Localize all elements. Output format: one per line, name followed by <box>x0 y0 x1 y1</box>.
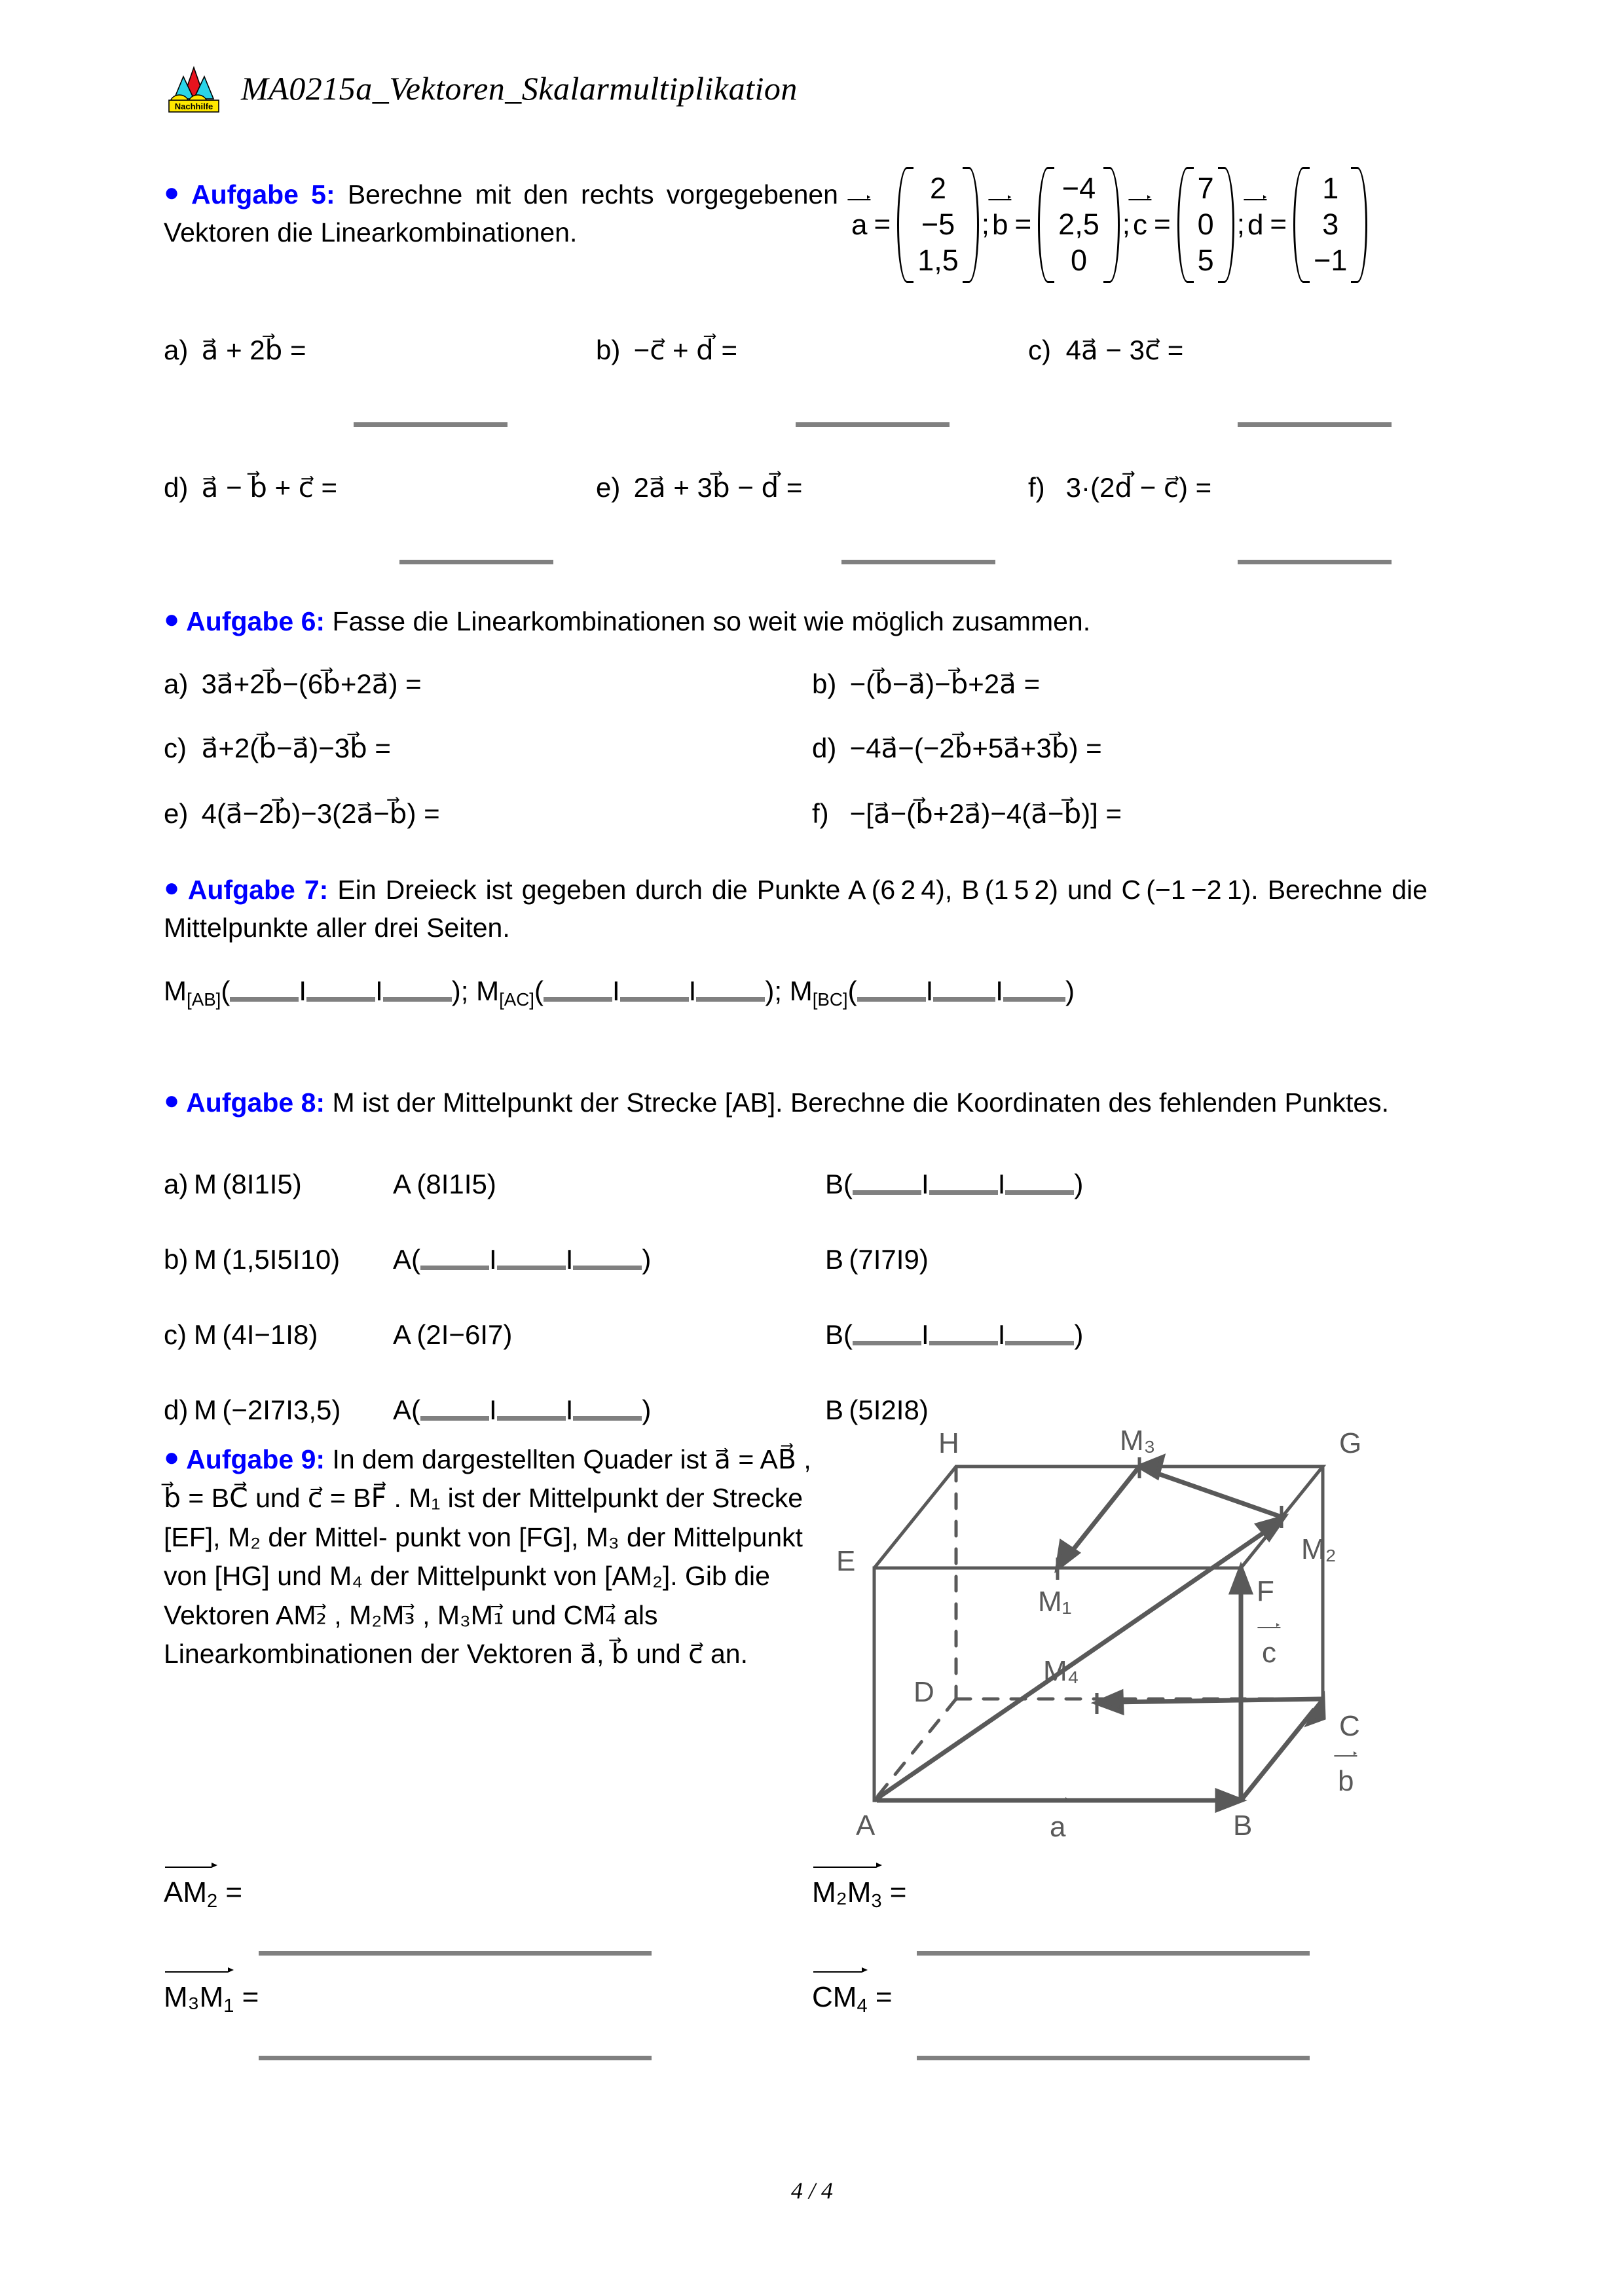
vector-d-name: d <box>1247 209 1264 242</box>
task-8-blank-d-x[interactable] <box>420 1416 489 1421</box>
task-8-blank-a-z[interactable] <box>1005 1190 1074 1195</box>
bullet-icon: ● <box>164 1086 180 1115</box>
task-5-answer-line-d[interactable] <box>399 560 553 564</box>
task-7-blank-bc-z[interactable] <box>1003 997 1065 1002</box>
task-7-text-line-2: C (−1 −2 1). Berechne die Mittelpunkte aller drei Seiten. <box>164 875 1428 943</box>
task-9-line-1: ist a⃗ = AB⃗ , b⃗ = BC⃗ und c⃗ = BF⃗ . M₁ ist der <box>164 1444 811 1514</box>
task-5-answer-line-c[interactable] <box>1238 422 1392 427</box>
task-6-expr-a: 3a⃗+2b⃗−(6b⃗+2a⃗) = <box>201 668 422 699</box>
task-6-expr-c: a⃗+2(b⃗−a⃗)−3b⃗ = <box>201 733 391 763</box>
task-5-answer-line-b[interactable] <box>796 422 950 427</box>
task-5-row-2 <box>164 471 1460 503</box>
task-8-pointA-a: A (8I1I5) <box>393 1169 496 1199</box>
vertex-label-F: F <box>1257 1575 1274 1607</box>
task-5-statement <box>164 175 838 251</box>
vector-c-name: c <box>1132 209 1147 242</box>
figure-vector-label-a: a <box>1050 1811 1066 1843</box>
vertex-label-G: G <box>1339 1427 1362 1459</box>
task-6-row-1 <box>164 668 1460 700</box>
task-5-item-e: e) 2a⃗ + 3b⃗ − d⃗ = <box>596 472 803 503</box>
task-5-expr-f: 3·(2d⃗ − c⃗) = <box>1065 472 1212 503</box>
vertex-label-B: B <box>1233 1810 1253 1842</box>
vertex-label-A: A <box>856 1810 876 1842</box>
task-5-row-1 <box>164 334 1460 366</box>
task-8-m-a: M (8I1I5) <box>194 1169 302 1199</box>
task-8-row-a: a) M (8I1I5) A (8I1I5) B( I I ) <box>164 1169 1084 1199</box>
task-7-blank-ab-y[interactable] <box>306 997 375 1002</box>
task-7-label: Aufgabe 7: <box>187 875 329 905</box>
task-6-item-d: d) −4a⃗−(−2b⃗+5a⃗+3b⃗) = <box>812 733 1102 763</box>
task-8-blank-c-z[interactable] <box>1005 1341 1074 1345</box>
task-9-label: Aufgabe 9: <box>186 1444 325 1474</box>
cuboid-figure <box>822 1414 1450 1846</box>
page-footer: 4 / 4 <box>790 2178 833 2204</box>
task-5-item-c: c) 4a⃗ − 3c⃗ = <box>1028 335 1184 365</box>
task-5-label: Aufgabe 5: <box>191 179 335 210</box>
task-8-blank-d-z[interactable] <box>573 1416 642 1421</box>
task-8-blank-b-z[interactable] <box>573 1266 642 1270</box>
task-6-item-a: a) 3a⃗+2b⃗−(6b⃗+2a⃗) = <box>164 668 422 699</box>
midpoint-label-M2: M₂ <box>1301 1533 1337 1565</box>
bullet-icon: ● <box>164 1443 180 1472</box>
task-7-mac: $M_{[AC]}$( I I ) <box>476 975 775 1010</box>
task-9-answer-CM4: $CM_4$ = <box>812 1977 893 2017</box>
task-9-answer-line-CM4[interactable] <box>917 2056 1310 2060</box>
task-9-answer-AM2: $AM_2$ = <box>164 1872 242 1912</box>
task-5-text: Berechne mit den rechts vorgegebenen Vektoren die Linearkombinationen. <box>164 179 838 248</box>
task-6-row-2 <box>164 732 1460 764</box>
task-7-mab: $M_{[AB]}$( I I ) <box>164 975 461 1010</box>
document-header <box>164 62 798 115</box>
task-5-answer-line-f[interactable] <box>1238 560 1392 564</box>
nachhilfe-logo-icon <box>164 62 224 115</box>
task-5-answer-line-e[interactable] <box>841 560 995 564</box>
task-8-pointA-c: A (2I−6I7) <box>393 1319 513 1350</box>
task-8-blank-b-y[interactable] <box>497 1266 566 1270</box>
vector-b-name: b <box>991 209 1008 242</box>
task-5-item-d: d) a⃗ − b⃗ + c⃗ = <box>164 472 338 503</box>
figure-vector-label-b: b <box>1338 1765 1354 1797</box>
task-8-pointA-b: A( I I ) <box>393 1244 652 1275</box>
task-8-blank-d-y[interactable] <box>497 1416 566 1421</box>
task-9-line-6: Linearkombinationen der Vektoren a⃗, b⃗ und <box>164 1639 681 1669</box>
task-8-pointB-d: B (5I2I8) <box>825 1394 929 1425</box>
task-8-row-d: d) M (−2I7I3,5) A( I I ) B (5I2I8) <box>164 1394 929 1425</box>
vertex-label-E: E <box>836 1545 856 1577</box>
task-7-blank-ab-x[interactable] <box>230 997 299 1002</box>
task-9-statement <box>164 1440 819 1674</box>
task-7-mbc: $M_{[BC]}$( I I ) <box>789 975 1075 1010</box>
bullet-icon: ● <box>164 873 181 902</box>
vector-d-matrix: 1 3 −1 <box>1293 167 1367 283</box>
task-6-expr-f: −[a⃗−(b⃗+2a⃗)−4(a⃗−b⃗)] = <box>849 798 1122 829</box>
task-9-line-0: In dem dargestellten Quader <box>332 1444 673 1474</box>
task-8-blank-c-x[interactable] <box>853 1341 921 1345</box>
task-7-statement <box>164 871 1428 947</box>
task-9-answer-line-M3M1[interactable] <box>259 2056 652 2060</box>
bullet-icon: ● <box>164 605 180 634</box>
vertex-label-H: H <box>938 1427 959 1459</box>
task-5-answer-line-a[interactable] <box>354 422 507 427</box>
task-9-answer-line-AM2[interactable] <box>259 1951 652 1956</box>
task-8-m-c: M (4I−1I8) <box>194 1319 318 1350</box>
svg-text:Nachhilfe: Nachhilfe <box>174 101 213 111</box>
task-5-expr-a: a⃗ + 2b⃗ = <box>201 335 306 365</box>
vector-a-name: a <box>851 209 868 242</box>
vertex-label-C: C <box>1339 1710 1360 1742</box>
document-title: MA0215a_Vektoren_Skalarmultiplikation <box>241 70 798 107</box>
task-5-item-a: a) a⃗ + 2b⃗ = <box>164 335 306 365</box>
task-7-blank-bc-x[interactable] <box>857 997 926 1002</box>
midpoint-label-M1: M₁ <box>1038 1586 1072 1618</box>
task-9-line-5: Vektoren AM₂⃗ , M₂M₃⃗ , M₃M₁⃗ und CM₄⃗ als <box>164 1599 658 1630</box>
task-5-item-b: b) −c⃗ + d⃗ = <box>596 335 738 365</box>
task-6-text: Fasse die Linearkombinationen so weit wie möglich zusammen. <box>332 606 1091 636</box>
task-6-item-f: f) −[a⃗−(b⃗+2a⃗)−4(a⃗−b⃗)] = <box>812 798 1122 829</box>
task-9-line-7: c⃗ an. <box>688 1639 748 1669</box>
task-6-item-e: e) 4(a⃗−2b⃗)−3(2a⃗−b⃗) = <box>164 798 440 829</box>
task-8-pointB-a: B( I I ) <box>825 1169 1084 1199</box>
task-6-expr-e: 4(a⃗−2b⃗)−3(2a⃗−b⃗) = <box>201 798 440 829</box>
task-8-statement <box>164 1084 1428 1121</box>
task-8-blank-c-y[interactable] <box>929 1341 998 1345</box>
task-9-line-4: und M₄ der Mittelpunkt von [AM₂]. Gib die <box>277 1561 770 1592</box>
task-7-blank-ac-z[interactable] <box>696 997 765 1002</box>
task-9-answer-M3M1: $M_3M_1$ = <box>164 1977 259 2017</box>
task-8-row-c: c) M (4I−1I8) A (2I−6I7) B( I I ) <box>164 1319 1084 1350</box>
task-9-answer-line-M2M3[interactable] <box>917 1951 1310 1956</box>
task-5-expr-b: −c⃗ + d⃗ = <box>633 335 738 365</box>
task-5-expr-d: a⃗ − b⃗ + c⃗ = <box>201 472 338 503</box>
task-9-line-2: Mittelpunkt der Strecke [EF], M₂ der Mittel- <box>164 1483 803 1552</box>
vector-a-matrix: 2 −5 1,5 <box>897 167 979 283</box>
figure-vector-label-c: c <box>1262 1637 1276 1669</box>
task-6-statement <box>164 602 1428 640</box>
task-8-blank-b-x[interactable] <box>420 1266 489 1270</box>
task-8-m-b: M (1,5I5I10) <box>194 1244 341 1275</box>
task-5-expr-e: 2a⃗ + 3b⃗ − d⃗ = <box>633 472 803 503</box>
midpoint-label-M4: M₄ <box>1043 1655 1079 1687</box>
task-7-blank-ab-z[interactable] <box>383 997 452 1002</box>
task-9-line-3: punkt von [FG], M₃ der Mittelpunkt von [HG] <box>164 1522 803 1592</box>
midpoint-label-M3: M₃ <box>1120 1425 1156 1457</box>
task-7-blank-bc-y[interactable] <box>933 997 995 1002</box>
task-6-label: Aufgabe 6: <box>186 606 325 636</box>
vector-definitions: a = 2 −5 1,5 ; b = −4 2,5 0 ; c = 7 0 5 ; d = 1 3 −1 <box>851 167 1367 283</box>
task-9-answer-M2M3: $M_2M_3$ = <box>812 1872 906 1912</box>
vector-c-matrix: 7 0 5 <box>1177 167 1234 283</box>
task-6-expr-b: −(b⃗−a⃗)−b⃗+2a⃗ = <box>849 668 1041 699</box>
vector-b-matrix: −4 2,5 0 <box>1038 167 1120 283</box>
task-8-label: Aufgabe 8: <box>186 1087 325 1118</box>
vertex-label-D: D <box>913 1676 934 1708</box>
task-6-item-b: b) −(b⃗−a⃗)−b⃗+2a⃗ = <box>812 668 1041 699</box>
task-7-text-line-1: Ein Dreieck ist gegeben durch die Punkte A (6 2 4), B (1 5 2) und <box>337 875 1113 905</box>
task-6-row-3 <box>164 797 1460 829</box>
task-7-blank-ac-y[interactable] <box>620 997 689 1002</box>
task-8-pointB-c: B( I I ) <box>825 1319 1084 1350</box>
task-5-item-f: f) 3·(2d⃗ − c⃗) = <box>1028 472 1212 503</box>
task-7-answer-row: $M_{[AB]}$( I I ); $M_{[AC]}$( I I ); $M_{[BC]}$( I I ) <box>164 975 1075 1010</box>
task-8-blank-a-y[interactable] <box>929 1190 998 1195</box>
task-5-expr-c: 4a⃗ − 3c⃗ = <box>1065 335 1184 365</box>
task-8-pointA-d: A( I I ) <box>393 1394 652 1425</box>
task-8-blank-a-x[interactable] <box>853 1190 921 1195</box>
task-8-text-line-1: M ist der Mittelpunkt der Strecke [AB]. Berechne die Koordinaten des <box>332 1087 1152 1118</box>
task-6-expr-d: −4a⃗−(−2b⃗+5a⃗+3b⃗) = <box>849 733 1102 763</box>
task-8-pointB-b: B (7I7I9) <box>825 1244 929 1275</box>
task-8-text-line-2: fehlenden Punktes. <box>1158 1087 1390 1118</box>
task-6-item-c: c) a⃗+2(b⃗−a⃗)−3b⃗ = <box>164 733 391 763</box>
task-7-blank-ac-x[interactable] <box>544 997 612 1002</box>
task-8-row-b: b) M (1,5I5I10) A( I I ) B (7I7I9) <box>164 1244 929 1275</box>
task-8-m-d: M (−2I7I3,5) <box>194 1394 341 1425</box>
bullet-icon: ● <box>164 178 185 207</box>
